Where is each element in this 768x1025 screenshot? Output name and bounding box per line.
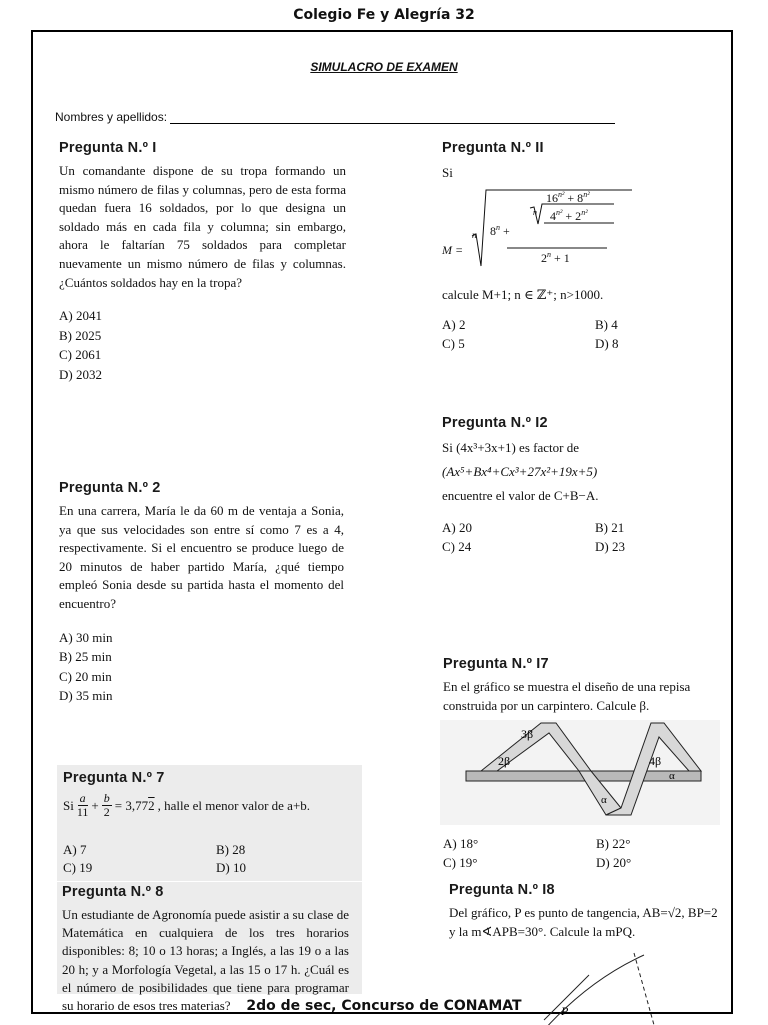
q12-line-1: Si (4x³+3x+1) es factor de — [442, 440, 579, 455]
question-7-title: Pregunta N.º 7 — [63, 770, 165, 786]
option[interactable]: A) 2 — [442, 317, 466, 332]
option[interactable]: B) 21 — [595, 520, 625, 535]
q11-inner-term: 8$^n$ + — [490, 223, 510, 238]
option[interactable]: B) 2025 — [59, 327, 102, 343]
q11-formula — [442, 186, 712, 276]
option[interactable]: D) 20° — [596, 854, 632, 870]
option[interactable]: B) 28 — [216, 842, 246, 857]
option[interactable]: C) 19° — [443, 854, 478, 870]
question-17-title: Pregunta N.º I7 — [443, 656, 549, 672]
name-label: Nombres y apellidos: — [55, 110, 168, 124]
angle-label-3beta: 3β — [521, 727, 534, 742]
q12-line-3: encuentre el valor de C+B−A. — [442, 488, 599, 503]
question-1-title: Pregunta N.º I — [59, 140, 157, 156]
shelf-diagram — [461, 723, 711, 823]
name-field-row — [55, 110, 615, 124]
q7-plus: + — [91, 797, 99, 813]
q7-frac1-num: a — [79, 791, 86, 805]
angle-label-2beta: 2β — [498, 754, 511, 769]
point-p-label: P — [561, 1004, 569, 1019]
exam-title: SIMULACRO DE EXAMEN — [310, 60, 458, 74]
option[interactable]: C) 24 — [442, 538, 472, 554]
angle-label-alpha-2: α — [669, 770, 675, 783]
angle-label-alpha: α — [601, 794, 607, 807]
q7-fraction-a — [77, 792, 89, 819]
q11-numerator: $16^{n^2} + 8^{n^2}$ — [546, 190, 590, 205]
option[interactable]: A) 20 — [442, 520, 472, 535]
footer-text: 2do de sec, Concurso de CONAMAT — [246, 998, 522, 1014]
question-18-title: Pregunta N.º I8 — [449, 882, 555, 898]
question-18-text: Del gráfico, P es punto de tangencia, AB=√2, BP=2 y la m∢APB=30°. Calcule la mPQ. — [449, 905, 718, 939]
option[interactable]: C) 2061 — [59, 347, 102, 363]
q11-lead: Si — [442, 165, 453, 180]
option[interactable]: A) 18° — [443, 836, 479, 852]
question-12-title: Pregunta N.º I2 — [442, 415, 548, 431]
question-12-options — [442, 519, 712, 556]
q7-frac2-num: b — [103, 791, 110, 805]
option[interactable]: C) 19 — [63, 859, 93, 875]
question-8-text: Un estudiante de Agronomía puede asistir a su clase de Matemática en cualquiera de los tres horarios disponibles: 8; 10 o 13 horas; a Inglés, a las 19 o a las 20 h; y a Morfología Vegetal, a las 15 o 17 h. ¿Cuál es el número de posibilidades que tiene para programar su horario de esos tres materias? — [62, 907, 349, 1014]
option[interactable]: D) 10 — [216, 859, 246, 875]
question-2-options — [59, 628, 344, 706]
question-17-options — [443, 835, 723, 872]
option[interactable]: C) 20 min — [59, 668, 112, 684]
question-8-title: Pregunta N.º 8 — [62, 884, 164, 900]
q7-repeating-digit: 2 — [148, 797, 155, 813]
question-12 — [442, 415, 712, 556]
q12-line-2: (Ax⁵+Bx⁴+Cx³+27x²+19x+5) — [442, 464, 598, 479]
question-7 — [63, 770, 363, 876]
option[interactable]: D) 8 — [595, 335, 619, 351]
option[interactable]: D) 35 min — [59, 688, 113, 704]
question-7-expression — [63, 792, 363, 819]
option[interactable]: D) 2032 — [59, 366, 102, 382]
option[interactable]: A) 30 min — [59, 629, 113, 645]
question-8 — [62, 884, 349, 1014]
q11-inner-index: n — [533, 208, 537, 217]
name-blank-line[interactable] — [170, 112, 615, 124]
option[interactable]: A) 7 — [63, 842, 87, 857]
q7-frac1-den: 11 — [76, 805, 89, 819]
question-2-title: Pregunta N.º 2 — [59, 480, 161, 496]
q7-lead: Si — [63, 797, 74, 813]
option[interactable]: A) 2041 — [59, 308, 102, 324]
q7-equals: = 3,77 — [114, 797, 149, 813]
option[interactable]: B) 25 min — [59, 649, 112, 665]
q7-fraction-b — [102, 792, 112, 819]
question-1-options — [59, 306, 346, 384]
q7-frac2-den: 2 — [103, 805, 110, 819]
question-11-options — [442, 316, 712, 353]
option[interactable]: C) 5 — [442, 335, 465, 351]
q7-tail: , halle el menor valor de a+b. — [157, 797, 311, 813]
question-2 — [59, 480, 344, 706]
question-2-text: En una carrera, María le da 60 m de ventaja a Sonia, ya que sus velocidades son entre sí como 7 es a 4, respectivamente. Si el encuentro se produce luego de 20 minutos de haber partido María, ¿qué tiempo empleó Sonia desde su partida hasta el momento del encuentro? — [59, 503, 344, 611]
option[interactable]: B) 22° — [596, 836, 631, 852]
school-name: Colegio Fe y Alegría 32 — [293, 7, 475, 23]
option[interactable]: D) 23 — [595, 538, 625, 554]
q11-condition: calcule M+1; n ∈ ℤ⁺; n>1000. — [442, 287, 604, 302]
question-11-title: Pregunta N.º II — [442, 140, 544, 156]
q11-denominator: $4^{n^2} + 2^{n^2}$ — [550, 208, 588, 223]
question-17 — [443, 656, 723, 872]
question-1 — [59, 140, 346, 384]
option[interactable]: B) 4 — [595, 317, 618, 332]
q11-root-index: n — [472, 230, 477, 240]
question-1-text: Un comandante dispone de su tropa formando un mismo número de filas y columnas, pero de esta forma quedan fuera 16 soldados, por lo que designa un soldado más en cada fila y columna; sin embargo, ahora le faltarían 75 soldados para completar nuevamente un mismo número de filas y columnas. ¿Cuántos soldados hay en la tropa? — [59, 163, 346, 290]
question-11 — [442, 140, 712, 353]
q11-m-label: M = — [442, 243, 464, 257]
question-17-text: En el gráfico se muestra el diseño de una repisa construida por un carpintero. Calcule β. — [443, 679, 691, 713]
angle-label-4beta: 4β — [649, 754, 662, 769]
q11-outer-denominator: 2$^n$ + 1 — [541, 250, 570, 265]
question-7-options — [63, 841, 363, 876]
